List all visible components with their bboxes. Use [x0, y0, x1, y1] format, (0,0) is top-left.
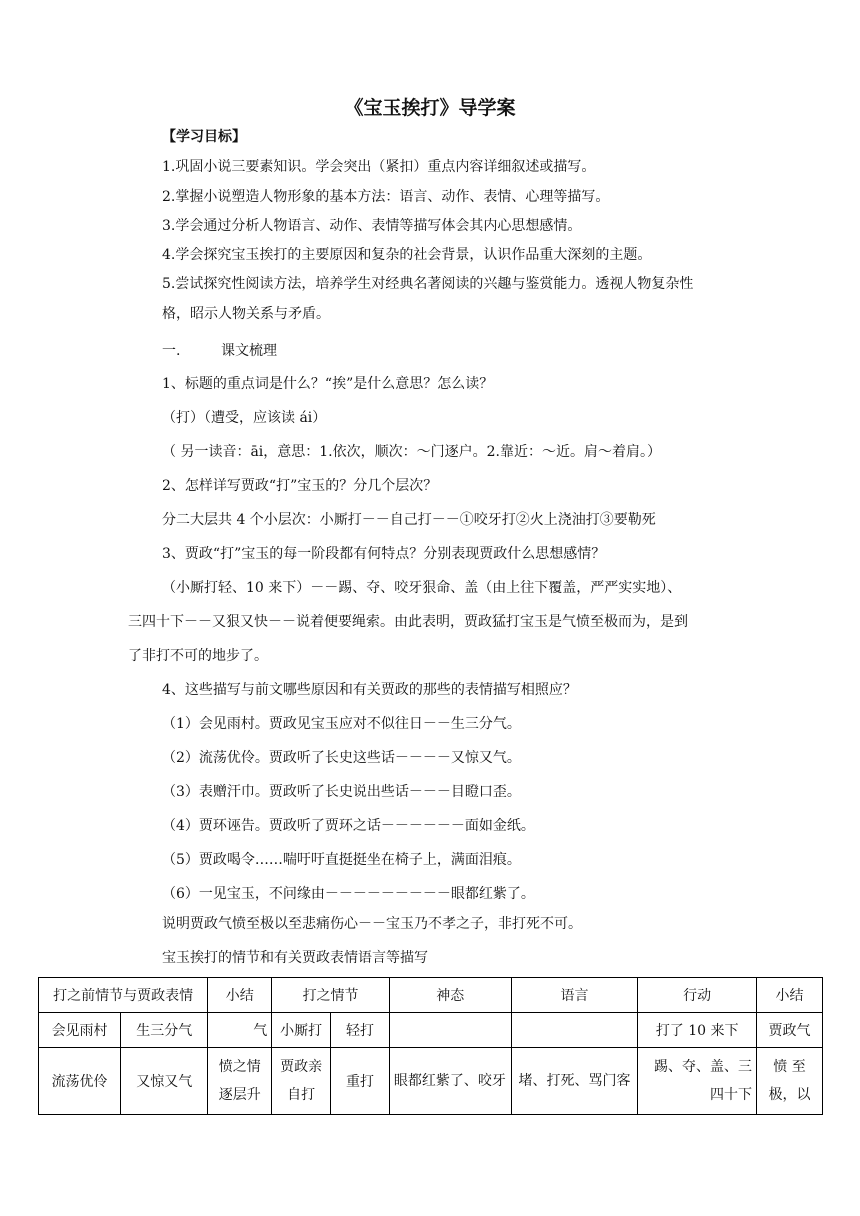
list-item: （4）贾环诬告。贾政听了贾环之话－－－－－－面如金纸。	[162, 818, 535, 834]
summary-line: 说明贾政气愤至极以至悲痛伤心－－宝玉乃不孝之子，非打死不可。	[162, 916, 582, 932]
table-row	[39, 1048, 823, 1115]
objectives-heading: 【学习目标】	[162, 129, 246, 145]
answer-line: 了非打不可的地步了。	[128, 648, 268, 664]
list-item: （2）流荡优伶。贾政听了长史这些话－－－－又惊又气。	[162, 750, 521, 766]
question-line: 4、这些描写与前文哪些原因和有关贾政的那些的表情描写相照应？	[162, 682, 577, 698]
answer-line: 三四十下－－又狠又快－－说着便要绳索。由此表明，贾政猛打宝玉是气愤至极而为，是到	[128, 614, 688, 630]
list-item: （3）表赠汗巾。贾政听了长史说出些话－－－目瞪口歪。	[162, 784, 521, 800]
section-number: 一.	[162, 343, 181, 359]
section-label: 课文梳理	[221, 343, 277, 359]
table-header-cell: 打之前情节与贾政表情	[39, 978, 208, 1013]
table-cell: 眼都红紫了、咬牙	[389, 1048, 511, 1115]
objective-item: 格，昭示人物关系与矛盾。	[162, 306, 330, 322]
table-cell: 踢、夺、盖、三四十下	[638, 1048, 757, 1115]
question-line: 2、怎样详写贾政“打”宝玉的？分几个层次？	[162, 478, 438, 494]
table-row	[39, 1013, 823, 1048]
list-item: （5）贾政喝令……喘吁吁直挺挺坐在椅子上，满面泪痕。	[162, 852, 521, 868]
answer-line: （打）（遭受，应该读 ái）	[162, 410, 327, 426]
table-header-row	[39, 978, 823, 1013]
table-cell: 重打	[331, 1048, 390, 1115]
objective-item: 3.学会通过分析人物语言、动作、表情等描写体会其内心思想感情。	[162, 218, 582, 234]
table-cell: 轻打	[331, 1013, 390, 1048]
answer-line: 分二大层共 4 个小层次：小厮打－－自己打－－①咬牙打②火上浇油打③要勒死	[162, 512, 656, 528]
question-line: 1、标题的重点词是什么？“挨”是什么意思？怎么读？	[162, 376, 494, 392]
table-cell: 流荡优伶	[39, 1048, 121, 1115]
table-cell: 愤 至 极，以	[757, 1048, 823, 1115]
table-cell: 会见雨村	[39, 1013, 121, 1048]
table-cell: 小厮打	[272, 1013, 331, 1048]
table-cell: 贾政亲自打	[272, 1048, 331, 1115]
objective-item: 2.掌握小说塑造人物形象的基本方法：语言、动作、表情、心理等描写。	[162, 189, 610, 205]
table-cell: 愤之情逐层升	[208, 1048, 272, 1115]
table-cell	[511, 1013, 638, 1048]
table-header-cell: 小结	[208, 978, 272, 1013]
table-cell: 生三分气	[121, 1013, 208, 1048]
summary-table	[38, 977, 823, 1115]
objective-item: 4.学会探究宝玉挨打的主要原因和复杂的社会背景，认识作品重大深刻的主题。	[162, 247, 652, 263]
objective-item: 1.巩固小说三要素知识。学会突出（紧扣）重点内容详细叙述或描写。	[162, 159, 596, 175]
table-header-cell: 小结	[757, 978, 823, 1013]
table-cell: 打了 10 来下	[638, 1013, 757, 1048]
answer-line: （小厮打轻、10 来下）－－踢、夺、咬牙狠命、盖（由上往下覆盖，严严实实地）、	[162, 580, 682, 596]
table-cell: 气	[208, 1013, 272, 1048]
answer-line: （ 另一读音：āi，意思：1.依次，顺次：～门逐户。2.靠近：～近。肩～着肩。）	[162, 444, 661, 460]
list-item: （1）会见雨村。贾政见宝玉应对不似往日－－生三分气。	[162, 716, 521, 732]
page-title: 《宝玉挨打》导学案	[344, 97, 516, 119]
table-cell: 贾政气	[757, 1013, 823, 1048]
table-header-cell: 行动	[638, 978, 757, 1013]
objective-item: 5.尝试探究性阅读方法，培养学生对经典名著阅读的兴趣与鉴赏能力。透视人物复杂性	[162, 276, 694, 292]
question-line: 3、贾政“打”宝玉的每一阶段都有何特点？分别表现贾政什么思想感情？	[162, 546, 606, 562]
table-header-cell: 语言	[511, 978, 638, 1013]
table-cell: 堵、打死、骂门客	[511, 1048, 638, 1115]
table-cell	[389, 1013, 511, 1048]
list-item: （6）一见宝玉，不问缘由－－－－－－－－－眼都红紫了。	[162, 886, 535, 902]
table-cell: 又惊又气	[121, 1048, 208, 1115]
table-header-cell: 打之情节	[272, 978, 390, 1013]
table-caption: 宝玉挨打的情节和有关贾政表情语言等描写	[162, 950, 428, 966]
table-header-cell: 神态	[389, 978, 511, 1013]
